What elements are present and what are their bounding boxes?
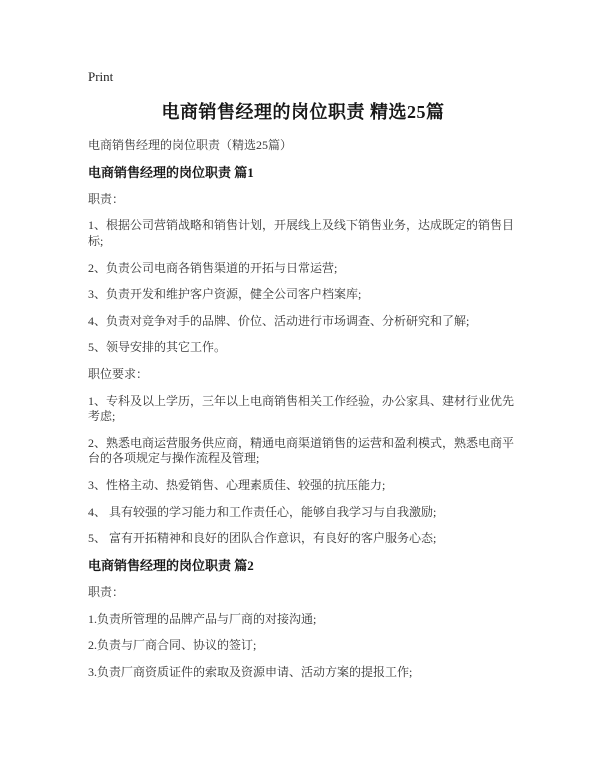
paragraph: 3、负责开发和维护客户资源，健全公司客户档案库; [88, 287, 362, 302]
paragraph: 3.负责厂商资质证件的索取及资源申请、活动方案的提报工作; [88, 664, 413, 679]
document-subtitle: 电商销售经理的岗位职责（精选25篇） [88, 138, 293, 152]
section-label-duties: 职责： [88, 585, 125, 599]
paragraph: 4、负责对竞争对手的品牌、价位、活动进行市场调查、分析研究和了解; [88, 313, 470, 328]
section-2-heading: 电商销售经理的岗位职责 篇2 [88, 557, 254, 573]
section-label-duties: 职责： [88, 191, 125, 206]
section-1-heading: 电商销售经理的岗位职责 篇1 [88, 164, 254, 180]
paragraph: 2、熟悉电商运营服务供应商，精通电商渠道销售的运营和盈利模式，熟悉电商平台的各项规定与操作流程及管理; [88, 435, 515, 466]
paragraph: 4、 具有较强的学习能力和工作责任心，能够自我学习与自我激励; [88, 504, 437, 519]
paragraph: 5、 富有开拓精神和良好的团队合作意识，有良好的客户服务心态; [88, 531, 437, 546]
paragraph: 3、性格主动、热爱销售、心理素质佳、较强的抗压能力; [88, 477, 386, 492]
page-title: 电商销售经理的岗位职责 精选25篇 [161, 102, 445, 122]
paragraph: 2.负责与厂商合同、协议的签订; [88, 638, 257, 653]
paragraph: 1.负责所管理的品牌产品与厂商的对接沟通; [88, 611, 317, 626]
print-link[interactable]: Print [88, 69, 114, 84]
paragraph: 1、根据公司营销战略和销售计划，开展线上及线下销售业务，达成既定的销售目标; [88, 218, 515, 249]
section-label-requirements: 职位要求： [88, 367, 149, 381]
paragraph: 1、专科及以上学历，三年以上电商销售相关工作经验，办公家具、建材行业优先考虑; [88, 393, 515, 424]
paragraph: 2、负责公司电商各销售渠道的开拓与日常运营; [88, 260, 338, 275]
paragraph: 5、领导安排的其它工作。 [88, 340, 227, 355]
